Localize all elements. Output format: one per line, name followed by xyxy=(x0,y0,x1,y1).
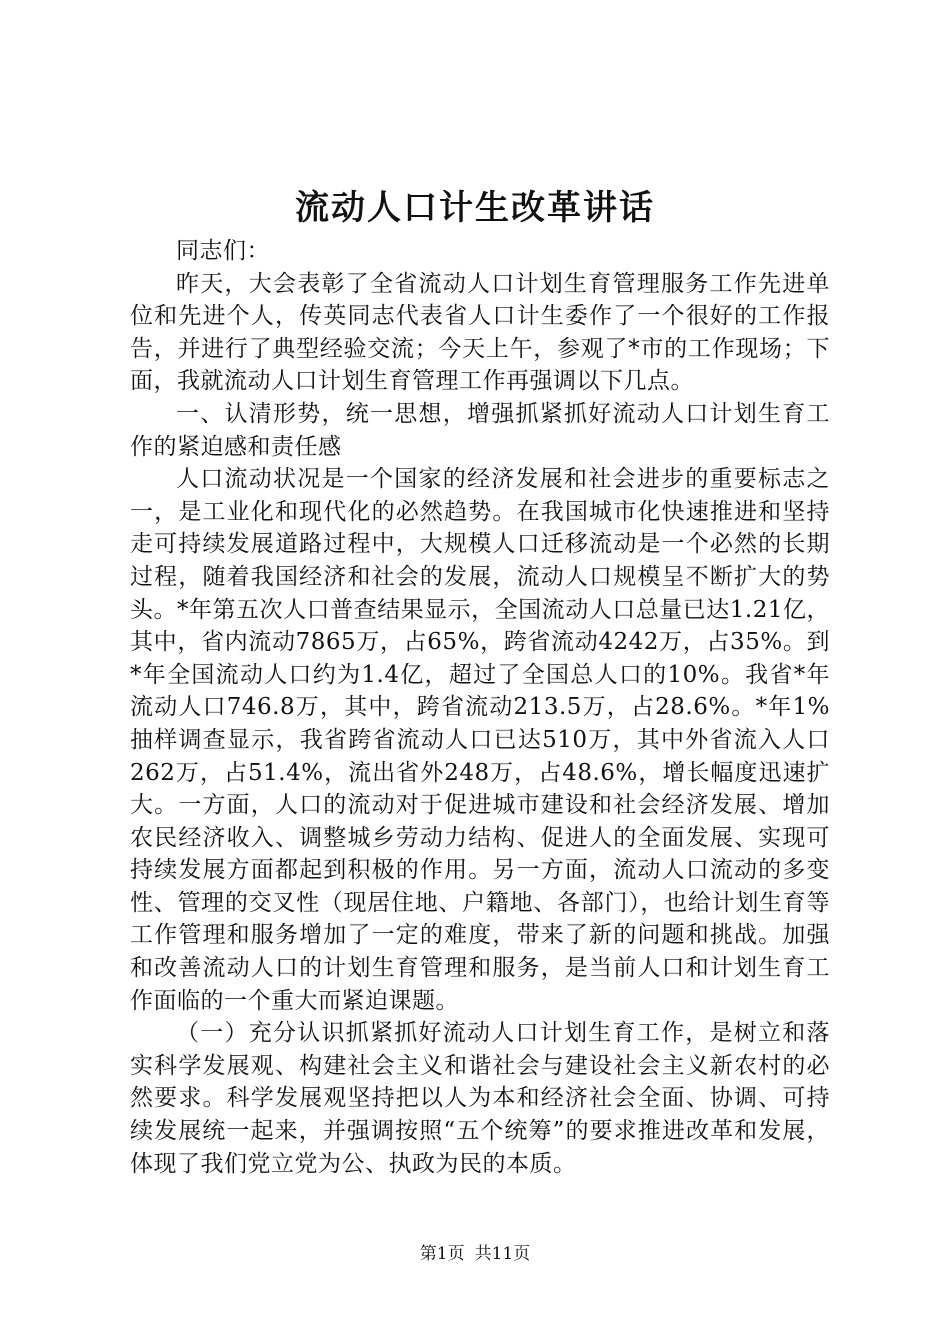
body-paragraph: 人口流动状况是一个国家的经济发展和社会进步的重要标志之一，是工业化和现代化的必然趋势。在我国城市化快速推进和坚持走可持续发展道路过程中，大规模人口迁移流动是一个必然的长期过程，随着我国经济和社会的发展，流动人口规模呈不断扩大的势头。*年第五次人口普查结果显示，全国流动人口总量已达1.21亿，其中，省内流动7865万，占65%，跨省流动4242万，占35%。到*年全国流动人口约为1.4亿，超过了全国总人口的10%。我省*年流动人口746.8万，其中，跨省流动213.5万，占28.6%。*年1%抽样调查显示，我省跨省流动人口已达510万，其中外省流入人口262万，占51.4%，流出省外248万，占48.6%，增长幅度迅速扩大。一方面，人口的流动对于促进城市建设和社会经济发展、增加农民经济收入、调整城乡劳动力结构、促进人的全面发展、实现可持续发展方面都起到积极的作用。另一方面，流动人口流动的多变性、管理的交叉性（现居住地、户籍地、各部门），也给计划生育等工作管理和服务增加了一定的难度，带来了新的问题和挑战。加强和改善流动人口的计划生育管理和服务，是当前人口和计划生育工作面临的一个重大而紧迫课题。 xyxy=(130,466,830,1014)
page-footer xyxy=(0,1242,950,1266)
subsection-paragraph-1: （一）充分认识抓紧抓好流动人口计划生育工作，是树立和落实科学发展观、构建社会主义和谐社会与建设社会主义新农村的必然要求。科学发展观坚持把以人为本和经济社会全面、协调、可持续发展统一起来，并强调按照“五个统筹”的要求推进改革和发展，体现了我们党立党为公、执政为民的本质。 xyxy=(130,1020,830,1177)
page-title: 流动人口计生改革讲话 xyxy=(295,188,655,228)
document-body xyxy=(130,235,830,1180)
intro-paragraph: 昨天，大会表彰了全省流动人口计划生育管理服务工作先进单位和先进个人，传英同志代表省人口计生委作了一个很好的工作报告，并进行了典型经验交流；今天上午，参观了*市的工作现场；下面，我就流动人口计划生育管理工作再强调以下几点。 xyxy=(130,270,830,395)
page-total: 共11页 xyxy=(474,1244,531,1264)
salutation-paragraph: 同志们： xyxy=(176,238,270,264)
page-number: 第1页 xyxy=(419,1244,465,1264)
section-heading-1: 一、认清形势，统一思想，增强抓紧抓好流动人口计划生育工作的紧迫感和责任感 xyxy=(130,400,830,460)
